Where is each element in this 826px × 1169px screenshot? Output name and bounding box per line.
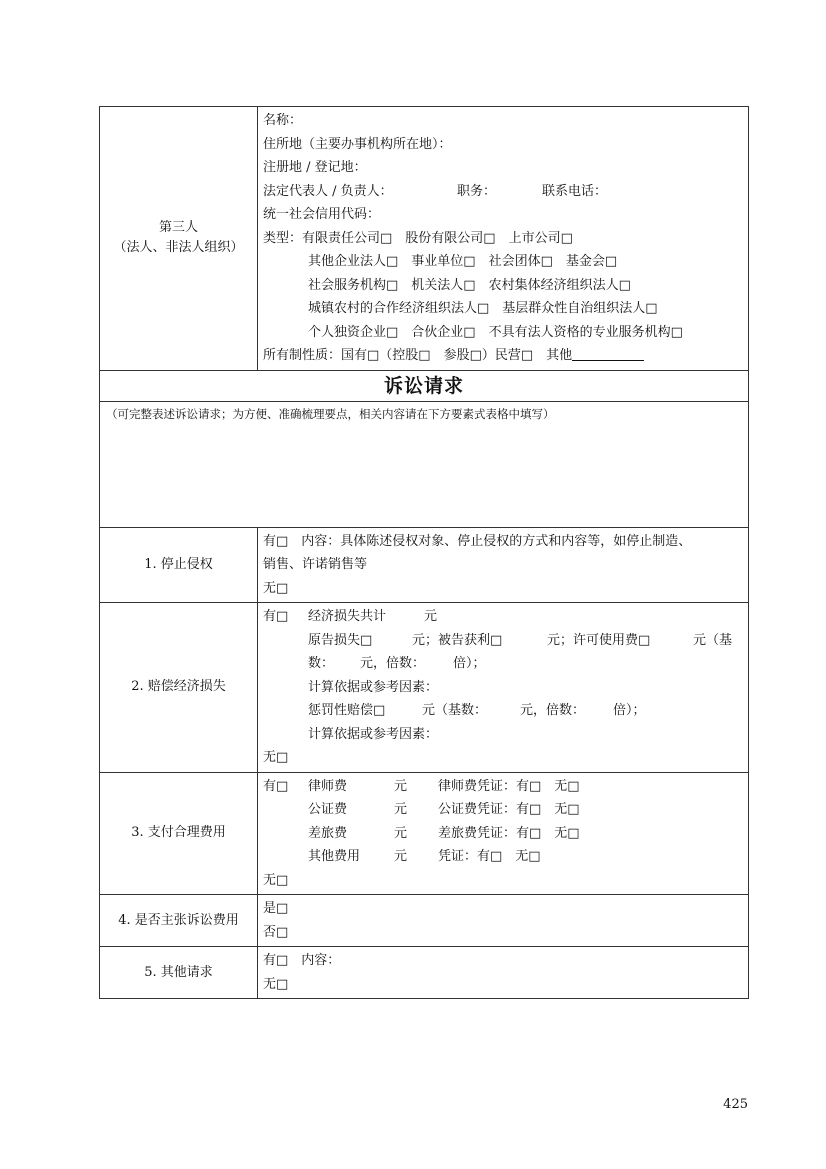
expense-unit: 元 [394, 802, 408, 817]
stop-infringement-no: 无□ [263, 580, 289, 596]
multiplier-label: 元，倍数： [360, 656, 426, 671]
phone-field: 联系电话： [542, 183, 608, 199]
multiplier-unit: 倍）； [453, 656, 486, 671]
plaintiff-loss: 原告损失□ [308, 632, 373, 648]
compensation-breakdown-line [263, 629, 744, 653]
expense-item: 差旅费 [308, 825, 348, 841]
legal-rep-field: 法定代表人 / 负责人： [263, 183, 393, 199]
ownership-line [263, 344, 744, 368]
third-party-label: 第三人 [158, 220, 198, 236]
litigation-fee-content [258, 895, 749, 947]
other-request-yes: 有□ 内容： [263, 953, 341, 968]
residence-field: 住所地（主要办事机构所在地）： [263, 136, 452, 152]
type-line-2: 其他企业法人□ 事业单位□ 社会团体□ 基金会□ [308, 254, 618, 269]
expense-unit: 元 [394, 849, 408, 864]
stop-infringement-content [258, 527, 749, 603]
registration-field: 注册地 / 登记地： [263, 160, 367, 175]
third-party-row [100, 107, 749, 371]
expenses-content [258, 772, 749, 895]
other-request-no: 无□ [263, 976, 289, 992]
compensation-base-line [263, 652, 744, 676]
expense-item: 律师费 [308, 778, 348, 794]
punitive-unit: 倍）； [613, 703, 646, 718]
punitive-damages: 惩罚性赔偿□ [308, 703, 386, 718]
stop-infringement-label: 1. 停止侵权 [100, 527, 258, 603]
third-party-label-cell [100, 107, 258, 371]
litigation-fee-row [100, 895, 749, 947]
type-line-5: 个人独资企业□ 合伙企业□ 不具有法人资格的专业服务机构□ [308, 324, 683, 340]
expense-proof: 凭证：有□ 无□ [438, 849, 541, 864]
compensation-total-unit: 元 [424, 609, 438, 624]
other-request-content [258, 947, 749, 999]
other-request-label: 5. 其他请求 [100, 947, 258, 999]
expenses-label: 3. 支付合理费用 [100, 772, 258, 895]
base-label: 数： [308, 656, 335, 671]
ownership-other-blank [572, 345, 644, 361]
compensation-total-label: 经济损失共计 [308, 609, 387, 624]
page-number: 425 [723, 1097, 748, 1112]
compensation-basis-1: 计算依据或参考因素： [308, 679, 439, 695]
compensation-no: 无□ [263, 750, 289, 765]
type-line-1: 类型：有限责任公司□ 股份有限公司□ 上市公司□ [263, 230, 573, 246]
name-field: 名称： [263, 113, 303, 128]
compensation-total-line [263, 605, 744, 629]
ownership-field: 所有制性质：国有□（控股□ 参股□）民营□ 其他 [263, 348, 573, 363]
expense-item: 公证费 [308, 802, 348, 817]
expenses-yes: 有□ [263, 778, 289, 794]
license-fee-base: 元（基 [693, 632, 733, 648]
compensation-label: 2. 赔偿经济损失 [100, 603, 258, 773]
expense-proof: 公证费凭证：有□ 无□ [438, 802, 580, 817]
credit-code-field: 统一社会信用代码： [263, 207, 381, 222]
legal-rep-line [263, 180, 744, 204]
third-party-sublabel: （法人、非法人组织） [113, 240, 244, 256]
expense-line-other [263, 845, 744, 869]
expense-proof: 差旅费凭证：有□ 无□ [438, 825, 580, 841]
position-field: 职务： [457, 183, 497, 199]
compensation-basis-2: 计算依据或参考因素： [308, 726, 439, 742]
litigation-fee-yes: 是□ [263, 901, 289, 916]
expenses-row [100, 772, 749, 895]
complaint-form-table [99, 106, 749, 999]
compensation-row [100, 603, 749, 773]
other-request-row [100, 947, 749, 999]
claims-header-row [100, 370, 749, 401]
expenses-no: 无□ [263, 872, 289, 888]
claims-description-row [100, 401, 749, 527]
punitive-line [263, 699, 744, 723]
punitive-multiplier: 元，倍数： [520, 703, 586, 718]
defendant-profit: 元；被告获利□ [412, 632, 503, 648]
expense-unit: 元 [394, 825, 408, 841]
litigation-fee-no: 否□ [263, 924, 289, 940]
compensation-yes: 有□ [263, 609, 289, 624]
stop-infringement-row [100, 527, 749, 603]
claims-section-title: 诉讼请求 [100, 370, 749, 401]
litigation-fee-label: 4. 是否主张诉讼费用 [100, 895, 258, 947]
expense-item: 其他费用 [308, 849, 361, 864]
expense-line-lawyer [263, 775, 744, 799]
expense-proof: 律师费凭证：有□ 无□ [438, 778, 580, 794]
type-line-3: 社会服务机构□ 机关法人□ 农村集体经济组织法人□ [308, 277, 631, 293]
punitive-base: 元（基数： [422, 703, 488, 718]
expense-line-travel [263, 822, 744, 846]
expense-line-notary [263, 798, 744, 822]
compensation-content [258, 603, 749, 773]
license-fee: 元；许可使用费□ [547, 632, 651, 648]
expense-unit: 元 [394, 778, 408, 794]
stop-infringement-line-1: 有□ 内容：具体陈述侵权对象、停止侵权的方式和内容等，如停止制造、 [263, 533, 692, 549]
third-party-content [258, 107, 749, 371]
type-line-4: 城镇农村的合作经济组织法人□ 基层群众性自治组织法人□ [308, 301, 658, 316]
claims-description: （可完整表述诉讼请求；为方便、准确梳理要点，相关内容请在下方要素式表格中填写） [100, 401, 749, 527]
stop-infringement-line-2: 销售、许诺销售等 [263, 557, 368, 572]
